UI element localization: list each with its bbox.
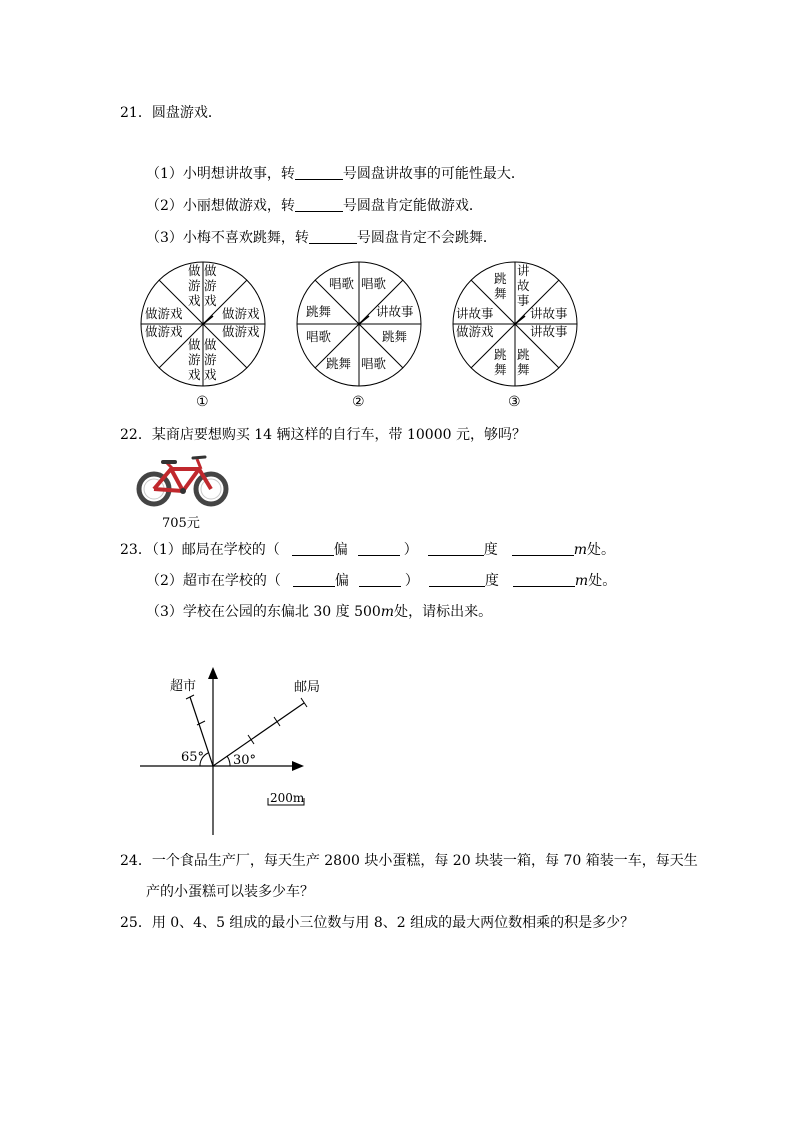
chu-text: 处。 [587,542,616,558]
wheel1-bottom-right-3: 戏 [204,367,217,382]
chu-text: 处。 [588,573,617,589]
answer-blank[interactable] [295,197,343,212]
q23-sub1 [120,541,615,559]
wheel1-top-left-3: 戏 [188,293,201,308]
label-supermarket: 超市 [170,679,197,694]
wheel1-top-right-3: 戏 [204,293,217,308]
close-paren: ） [404,573,419,589]
wheel3-top-left-2: 舞 [494,286,507,301]
q21-sub3-suffix: 号圆盘肯定不会跳舞． [356,230,497,246]
pian-text: 偏 [333,542,348,558]
wheel3-top-right-3: 事 [517,293,530,308]
unit-m: m [573,542,588,558]
wheel1-bottom-left-1: 做 [188,337,201,352]
pian-text: 偏 [334,573,349,589]
wheel1-left-lower: 做游戏 [145,324,183,339]
wheel2-top-left: 唱歌 [329,276,355,291]
direction-diagram [136,665,321,840]
answer-blank[interactable] [358,541,400,556]
q22-text: 22．某商店要想购买 14 辆这样的自行车，带 10000 元，够吗？ [120,427,526,443]
answer-blank[interactable] [309,229,357,244]
wheel-1 [138,261,268,410]
wheel2-right-lower: 跳舞 [382,329,408,344]
q21-sub2 [146,197,483,215]
angle-30: 30° [233,753,257,768]
answer-blank[interactable] [512,541,574,556]
wheel1-top-left-2: 游 [188,278,201,293]
wheel3-left-lower: 做游戏 [456,324,494,339]
wheel2-left-upper: 跳舞 [306,304,332,319]
unit-m: m [380,604,395,620]
wheel2-top-right: 唱歌 [361,276,387,291]
wheel3-right-upper: 讲故事 [530,306,568,321]
wheel1-label: ① [196,394,209,410]
du-text: 度 [484,573,499,589]
wheel1-bottom-right-2: 游 [204,352,217,367]
q21-sub1-suffix: 号圆盘讲故事的可能性最大． [342,166,525,182]
q23-sub2 [146,572,616,590]
close-paren: ） [403,542,418,558]
q23-sub1-prefix: 23．（1）邮局在学校的（ [120,542,280,558]
q21-sub1 [146,165,525,183]
pointer-arrow-icon [203,316,213,324]
q23-sub2-prefix: （2）超市在学校的（ [146,573,281,589]
wheel3-bottom-left-2: 舞 [494,362,507,377]
answer-blank[interactable] [428,541,484,556]
answer-blank[interactable] [429,572,485,587]
wheel3-top-right-1: 讲 [517,263,530,278]
wheel1-bottom-left-2: 游 [188,352,201,367]
answer-blank[interactable] [295,165,343,180]
wheel1-left-upper: 做游戏 [145,306,183,321]
east-arrow-icon [292,761,304,771]
wheel1-top-right-2: 游 [204,278,217,293]
q21-sub3 [146,229,497,247]
answer-blank[interactable] [359,572,401,587]
wheel1-top-left-1: 做 [188,263,201,278]
q21-sub1-prefix: （1）小明想讲故事，转 [146,166,295,182]
bicycle-icon [137,451,229,511]
wheel3-left-upper: 讲故事 [456,306,494,321]
wheel3-right-lower: 讲故事 [530,324,568,339]
wheel1-right-upper: 做游戏 [222,306,260,321]
wheel3-bottom-right-2: 舞 [517,362,530,377]
q21-sub3-prefix: （3）小梅不喜欢跳舞，转 [146,230,309,246]
du-text: 度 [483,542,498,558]
wheel3-top-right-2: 故 [517,278,530,293]
scale-label: 200m [270,791,305,805]
wheel2-bottom-right: 唱歌 [361,356,387,371]
angle-65: 65° [181,750,205,765]
bike-price: 705元 [162,516,200,531]
wheel-3 [450,261,580,410]
wheel3-bottom-left-1: 跳 [494,347,507,362]
q23-sub3-a: （3）学校在公园的东偏北 30 度 500 [146,604,381,620]
wheel1-bottom-left-3: 戏 [188,367,201,382]
pointer-arrow-icon [359,316,369,324]
wheel1-top-right-1: 做 [204,263,217,278]
q25-text: 25．用 0、4、5 组成的最小三位数与用 8、2 组成的最大两位数相乘的积是多少？ [120,915,635,931]
q23-sub3-b: 处，请标出来。 [394,604,493,620]
q24-line2: 产的小蛋糕可以装多少车？ [146,884,314,900]
wheel3-top-left-1: 跳 [494,271,507,286]
wheel1-right-lower: 做游戏 [222,324,260,339]
wheel3-bottom-right-1: 跳 [517,347,530,362]
answer-blank[interactable] [292,541,334,556]
q21-sub2-prefix: （2）小丽想做游戏，转 [146,198,295,214]
q23-sub3 [146,603,492,621]
north-arrow-icon [208,667,218,679]
wheel-2 [294,261,424,410]
q21-sub2-suffix: 号圆盘肯定能做游戏． [342,198,483,214]
answer-blank[interactable] [513,572,575,587]
wheel1-bottom-right-1: 做 [204,337,217,352]
wheel2-right-upper: 讲故事 [376,304,414,319]
q24-line1: 24．一个食品生产厂，每天生产 2800 块小蛋糕，每 20 块装一箱，每 70 箱装一车，每天生 [120,853,698,869]
unit-m: m [574,573,589,589]
answer-blank[interactable] [293,572,335,587]
label-postoffice: 邮局 [294,680,321,695]
q21-title: 21．圆盘游戏． [120,105,222,121]
wheel2-bottom-left: 跳舞 [326,356,352,371]
wheel3-label: ③ [508,394,521,410]
wheel2-label: ② [352,394,365,410]
wheel2-left-lower: 唱歌 [306,329,332,344]
pointer-arrow-icon [515,316,525,324]
